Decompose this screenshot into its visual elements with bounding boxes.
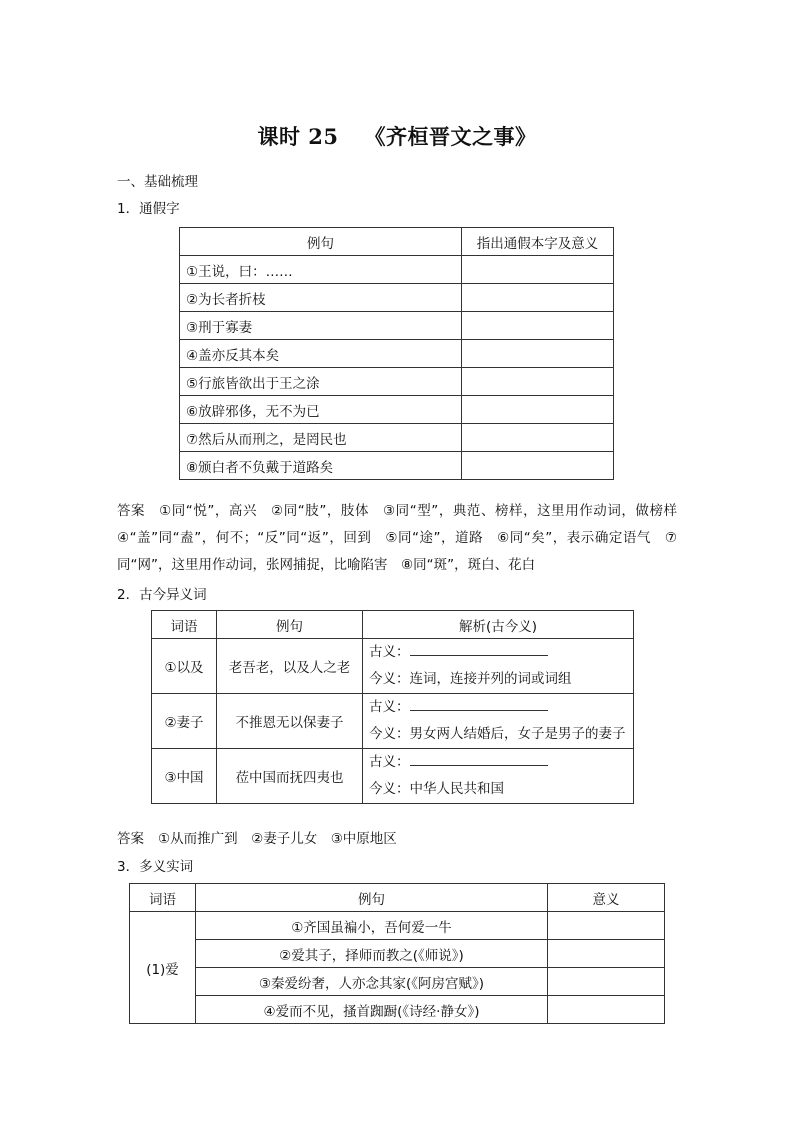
fill-blank[interactable]: [410, 696, 548, 711]
answer-cell[interactable]: [462, 340, 614, 368]
table-row: ②爱其子，择师而教之(《师说》): [130, 940, 665, 968]
answer-cell[interactable]: [548, 912, 665, 940]
table-row: ③秦爱纷奢，人亦念其家(《阿房宫赋》): [130, 968, 665, 996]
page-title: 课时 25 《齐桓晋文之事》: [257, 124, 537, 149]
answer-cell[interactable]: [462, 312, 614, 340]
col-header-word: 词语: [152, 611, 217, 639]
q2-heading: 2．古今异义词: [117, 587, 207, 603]
col-header-meaning: 指出通假本字及意义: [462, 228, 614, 256]
table-row: ①王说，曰：……: [180, 256, 614, 284]
table-row: ④爱而不见，搔首踟蹰(《诗经·静女》): [130, 996, 665, 1024]
answer-cell[interactable]: [548, 968, 665, 996]
table-row: (1)爱 ①齐国虽褊小，吾何爱一牛: [130, 912, 665, 940]
answer-cell[interactable]: [462, 256, 614, 284]
q1-answer: 答案 ①同“悦”，高兴 ②同“肢”，肢体 ③同“型”，典范、榜样，这里用作动词，做榜样 ④“盖”同“盍”，何不；“反”同“返”，回到 ⑤同“途”，道路 ⑥同“矣”，表示确定语气 ⑦同“网”，这里用作动词，张网捕捉，比喻陷害 ⑧同“斑”，斑白、花白: [117, 503, 691, 573]
fill-blank[interactable]: [410, 641, 548, 656]
col-header-example: 例句: [180, 228, 462, 256]
table-row: ⑤行旅皆欲出于王之涂: [180, 368, 614, 396]
col-header-analysis: 解析(古今义): [363, 611, 634, 639]
answer-cell[interactable]: [462, 452, 614, 480]
table-row: ④盖亦反其本矣: [180, 340, 614, 368]
table-row: ③中国 莅中国而抚四夷也 古义： 今义：中华人民共和国: [152, 749, 634, 804]
section-heading-basics: 一、基础梳理: [117, 174, 198, 190]
answer-cell[interactable]: [462, 284, 614, 312]
q1-heading: 1．通假字: [117, 201, 180, 217]
answer-cell[interactable]: [548, 996, 665, 1024]
col-header-example: 例句: [196, 884, 548, 912]
answer-cell[interactable]: [462, 424, 614, 452]
table-row: ②妻子 不推恩无以保妻子 古义： 今义：男女两人结婚后，女子是男子的妻子: [152, 694, 634, 749]
answer-cell[interactable]: [462, 396, 614, 424]
answer-cell[interactable]: [462, 368, 614, 396]
answer-cell[interactable]: [548, 940, 665, 968]
table-row: ⑦然后从而刑之，是罔民也: [180, 424, 614, 452]
col-header-word: 词语: [130, 884, 196, 912]
q2-answer: 答案 ①从而推广到 ②妻子儿女 ③中原地区: [117, 831, 397, 847]
gujin-table: [151, 610, 634, 804]
table-row: ②为长者折枝: [180, 284, 614, 312]
fill-blank[interactable]: [410, 751, 548, 766]
col-header-meaning: 意义: [548, 884, 665, 912]
word-cell: (1)爱: [130, 912, 196, 1024]
col-header-example: 例句: [217, 611, 363, 639]
duoyi-table: [129, 883, 665, 1024]
q3-heading: 3．多义实词: [117, 859, 194, 875]
table-row: ⑧颁白者不负戴于道路矣: [180, 452, 614, 480]
tongjia-table: [179, 227, 614, 480]
table-row: ③刑于寡妻: [180, 312, 614, 340]
table-row: ①以及 老吾老，以及人之老 古义： 今义：连词，连接并列的词或词组: [152, 639, 634, 694]
table-row: ⑥放辟邪侈，无不为已: [180, 396, 614, 424]
